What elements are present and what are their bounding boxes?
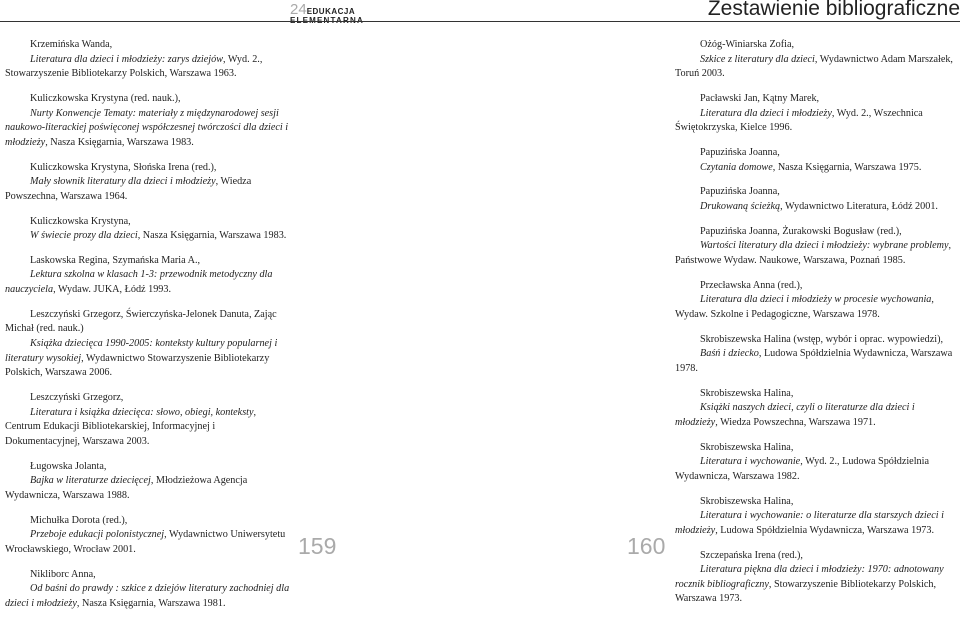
entry-publication: , Wiedza Powszechna, Warszawa 1964.: [5, 176, 252, 202]
entry-details: [5, 474, 292, 503]
header-rule-right: [480, 21, 960, 22]
entry-title: Literatura i książka dziecięca: słowo, obiegi, konteksty: [30, 406, 254, 418]
bibliography-entry: [5, 254, 292, 298]
entry-details: [5, 107, 292, 151]
header-rule-left: [0, 21, 480, 22]
entry-details: [675, 53, 960, 82]
page-number-right: 160: [627, 533, 666, 559]
entry-publication: , Państwowe Wydaw. Naukowe, Warszawa, Poznań 1985.: [675, 240, 952, 266]
entry-publication: , Ludowa Spółdzielnia Wydawnicza, Warszawa 1978.: [675, 348, 953, 374]
entry-author: Kuliczkowska Krystyna (red. nauk.),: [30, 92, 181, 104]
left-page: [0, 0, 480, 609]
entry-title: Przeboje edukacji polonistycznej: [30, 529, 165, 541]
right-bibliography-list: [675, 38, 960, 617]
entry-title: Czytania domowe: [700, 161, 773, 173]
entry-title: Drukowaną ścieżką: [700, 200, 781, 212]
bibliography-entry: [5, 514, 292, 558]
entry-details: [675, 455, 960, 484]
page-number-left: 159: [298, 533, 337, 559]
entry-publication: , Nasza Księgarnia, Warszawa 1975.: [772, 161, 922, 173]
entry-details: [675, 347, 960, 376]
entry-author: Papuzińska Joanna,: [700, 146, 780, 158]
entry-author: Przecławska Anna (red.),: [700, 279, 803, 291]
entry-author: Pacławski Jan, Kątny Marek,: [700, 92, 820, 104]
left-bibliography-list: [5, 38, 292, 621]
entry-details: [675, 200, 960, 215]
entry-author: Papuzińska Joanna,: [700, 186, 780, 198]
bibliography-entry: [675, 92, 960, 136]
bibliography-entry: [675, 279, 960, 323]
entry-title: Książka dziecięca 1990-2005: konteksty kultury popularnej i literatury wysokiej: [5, 338, 278, 364]
entry-title: Wartości literatury dla dzieci i młodzieży: wybrane problemy: [700, 240, 949, 252]
entry-title: Mały słownik literatury dla dzieci i młodzieży: [30, 176, 216, 188]
entry-author: Krzemińska Wanda,: [30, 39, 113, 50]
entry-details: [675, 107, 960, 136]
bibliography-entry: [675, 225, 960, 269]
bibliography-entry: [5, 215, 292, 244]
entry-title: Baśń i dziecko: [700, 348, 759, 360]
entry-author: Nikliborc Anna,: [30, 568, 96, 580]
bibliography-entry: [675, 495, 960, 539]
entry-author: Laskowska Regina, Szymańska Maria A.,: [30, 254, 201, 266]
entry-title: Lektura szkolna w klasach 1-3: przewodnik metodyczny dla nauczyciela: [5, 269, 273, 296]
entry-title: Literatura piękna dla dzieci i młodzieży: 1970: adnotowany rocznik bibliograficzny: [675, 564, 944, 590]
entry-details: [5, 175, 292, 204]
entry-publication: , Wyd. 2., Ludowa Spółdzielnia Wydawnicza, Warszawa 1982.: [675, 456, 929, 482]
entry-details: [675, 401, 960, 430]
entry-details: [675, 563, 960, 607]
section-title: Zestawienie bibliograficzne: [707, 0, 960, 20]
entry-title: Literatura i wychowanie: o literaturze dla starszych dzieci i młodzieży: [675, 510, 944, 536]
entry-title: Od baśni do prawdy : szkice z dziejów literatury zachodniej dla dzieci i młodzieży: [5, 583, 290, 609]
entry-details: [675, 509, 960, 538]
entry-author: Skrobiszewska Halina (wstęp, wybór i oprac. wypowiedzi),: [700, 333, 944, 345]
entry-details: [675, 239, 960, 268]
entry-publication: , Wiedza Powszechna, Warszawa 1971.: [715, 416, 876, 428]
entry-title: Literatura dla dzieci i młodzieży: zarys dziejów: [30, 53, 223, 65]
entry-author: Papuzińska Joanna, Żurakowski Bogusław (red.),: [700, 225, 902, 237]
bibliography-entry: [5, 460, 292, 504]
entry-author: Szczepańska Irena (red.),: [700, 549, 803, 561]
bibliography-entry: [5, 308, 292, 381]
entry-title: Literatura dla dzieci i młodzieży: [700, 107, 832, 119]
entry-details: [675, 161, 960, 176]
entry-title: Nurty Konwencje Tematy: materiały z międzynarodowej sesji naukowo-literackiej poświęconej współczesnej twórczości dla dzieci i młodzieży: [5, 107, 289, 148]
entry-details: [675, 293, 960, 322]
entry-details: [5, 268, 292, 297]
bibliography-entry: [5, 391, 292, 449]
entry-details: [5, 229, 292, 244]
entry-author: Leszczyński Grzegorz, Świerczyńska-Jelonek Danuta, Zając Michał (red. nauk.): [5, 308, 277, 335]
entry-publication: , Wydaw. Szkolne i Pedagogiczne, Warszawa 1978.: [675, 294, 934, 320]
bibliography-entry: [5, 38, 292, 82]
entry-title: Bajka w literaturze dziecięcej: [30, 475, 151, 487]
entry-title: Książki naszych dzieci, czyli o literaturze dla dzieci i młodzieży: [675, 402, 915, 428]
bibliography-entry: [5, 161, 292, 205]
entry-publication: , Nasza Księgarnia, Warszawa 1983.: [45, 136, 194, 148]
entry-details: [5, 406, 292, 450]
bibliography-entry: [675, 333, 960, 377]
magazine-word-1: EDUKACJA: [306, 7, 356, 16]
bibliography-entry: [675, 549, 960, 607]
entry-title: W świecie prozy dla dzieci: [30, 230, 138, 242]
entry-publication: , Wyd. 2., Wszechnica Świętokrzyska, Kielce 1996.: [675, 107, 923, 134]
entry-publication: , Młodzieżowa Agencja Wydawnicza, Warszawa 1988.: [5, 475, 248, 501]
bibliography-entry: [675, 387, 960, 431]
entry-author: Skrobiszewska Halina,: [700, 441, 794, 453]
entry-publication: , Wydawnictwo Stowarzyszenie Bibliotekarzy Polskich, Warszawa 2006.: [5, 352, 270, 379]
entry-publication: , Nasza Księgarnia, Warszawa 1981.: [76, 597, 226, 609]
entry-publication: , Wydawnictwo Uniwersytetu Wrocławskiego, Wrocław 2001.: [5, 529, 286, 555]
bibliography-entry: [5, 568, 292, 612]
bibliography-entry: [675, 185, 960, 214]
entry-author: Ożóg-Winiarska Zofia,: [700, 39, 795, 50]
entry-details: [5, 582, 292, 611]
entry-author: Michułka Dorota (red.),: [30, 514, 128, 526]
entry-details: [5, 53, 292, 82]
entry-author: Skrobiszewska Halina,: [700, 495, 794, 507]
entry-publication: , Wydawnictwo Adam Marszałek, Toruń 2003.: [675, 53, 953, 80]
entry-publication: , Wydaw. JUKA, Łódź 1993.: [53, 284, 172, 296]
entry-title: Literatura i wychowanie: [700, 456, 801, 468]
entry-author: Kuliczkowska Krystyna, Słońska Irena (red.),: [30, 161, 217, 173]
entry-details: [5, 528, 292, 557]
bibliography-entry: [675, 146, 960, 175]
entry-author: Ługowska Jolanta,: [30, 460, 107, 472]
entry-publication: , Wydawnictwo Literatura, Łódź 2001.: [780, 200, 938, 212]
entry-author: Kuliczkowska Krystyna,: [30, 215, 131, 227]
magazine-number: 24: [290, 1, 307, 18]
entry-author: Skrobiszewska Halina,: [700, 387, 794, 399]
entry-publication: , Nasza Księgarnia, Warszawa 1983.: [137, 230, 287, 242]
bibliography-entry: [5, 92, 292, 150]
entry-author: Leszczyński Grzegorz,: [30, 392, 124, 403]
entry-title: Szkice z literatury dla dzieci: [700, 53, 815, 65]
entry-publication: , Centrum Edukacji Bibliotekarskiej, Informacyjnej i Dokumentacyjnej, Warszawa 2003.: [5, 406, 257, 447]
entry-publication: , Ludowa Spółdzielnia Wydawnicza, Warszawa 1973.: [715, 524, 935, 536]
bibliography-entry: [675, 441, 960, 485]
right-page: [480, 0, 960, 605]
entry-publication: , Wyd. 2., Stowarzyszenie Bibliotekarzy Polskich, Warszawa 1963.: [5, 53, 263, 80]
bibliography-entry: [675, 38, 960, 82]
entry-publication: , Stowarzyszenie Bibliotekarzy Polskich, Warszawa 1973.: [675, 578, 937, 605]
entry-title: Literatura dla dzieci i młodzieży w procesie wychowania: [700, 294, 932, 306]
entry-details: [5, 337, 292, 381]
